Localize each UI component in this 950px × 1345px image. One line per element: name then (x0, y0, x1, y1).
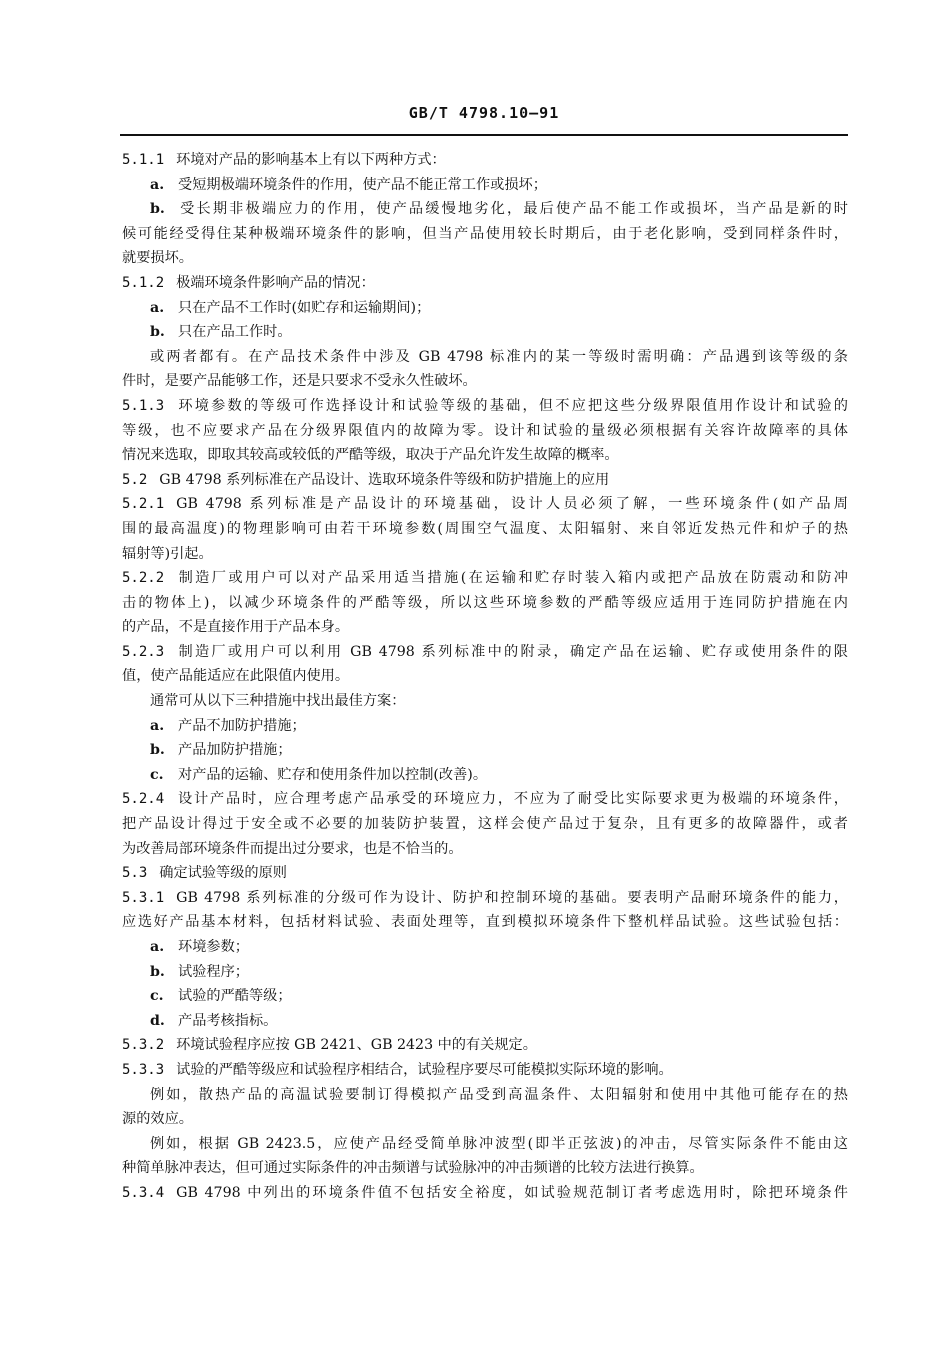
clause-number: 5.3.4 (122, 1184, 165, 1201)
line-text: 环境参数的等级可作选择设计和试验等级的基础，但不应把这些分级界限值用作设计和试验的 (176, 397, 848, 414)
list-marker: b. (150, 963, 165, 980)
clause-number: 5.2.1 (122, 496, 165, 513)
text-line (122, 1181, 848, 1206)
line-text: 试验程序； (178, 963, 249, 980)
list-marker: a. (150, 299, 165, 316)
text-line (122, 468, 848, 493)
line-text: 制造厂或用户可以利用 GB 4798 系列标准中的附录，确定产品在运输、贮存或使用条件的限 (176, 643, 848, 660)
line-text: 件时，是要产品能够工作，还是只要求不受永久性破坏。 (122, 373, 477, 390)
text-line (122, 812, 848, 837)
text-line (122, 296, 848, 321)
text-line (122, 1132, 848, 1157)
text-line (122, 492, 848, 517)
list-marker: b. (150, 742, 165, 759)
text-line (122, 197, 848, 222)
line-text: 就要损坏。 (122, 250, 193, 267)
text-line (122, 837, 848, 862)
line-text: 受长期非极端应力的作用，使产品缓慢地劣化，最后使产品不能工作或损坏，当产品是新的时 (178, 201, 848, 218)
clause-number: 5.2.4 (122, 791, 165, 808)
text-line (122, 615, 848, 640)
text-line (122, 910, 848, 935)
line-text: 只在产品不工作时(如贮存和运输期间)； (178, 299, 431, 316)
text-line (122, 173, 848, 198)
text-line (122, 1107, 848, 1132)
text-line (122, 984, 848, 1009)
text-line (122, 542, 848, 567)
line-text: 环境对产品的影响基本上有以下两种方式： (176, 152, 446, 168)
list-marker: a. (150, 939, 165, 955)
text-line (122, 443, 848, 468)
clause-number: 5.2.3 (122, 643, 165, 660)
line-text: 值，使产品能适应在此限值内使用。 (122, 668, 350, 685)
clause-number: 5.1.3 (122, 397, 165, 414)
text-line (122, 738, 848, 763)
line-text: 例如，散热产品的高温试验要制订得模拟产品受到高温条件、太阳辐射和使用中其他可能存在的热 (150, 1086, 848, 1103)
list-marker: b. (150, 201, 165, 218)
line-text: 受短期极端环境条件的作用，使产品不能正常工作或损坏； (178, 176, 547, 193)
text-line (122, 1156, 848, 1181)
line-text: GB 4798 系列标准在产品设计、选取环境条件等级和防护措施上的应用 (159, 471, 610, 488)
line-text: 环境参数； (178, 939, 249, 955)
text-line (122, 714, 848, 739)
list-marker: a. (150, 717, 165, 734)
clause-number: 5.3.3 (122, 1061, 165, 1078)
line-text: 种简单脉冲表达，但可通过实际条件的冲击频谱与试验脉冲的冲击频谱的比较方法进行换算。 (122, 1160, 704, 1177)
list-marker: b. (150, 324, 165, 341)
list-marker: c. (150, 766, 164, 783)
text-line (122, 689, 848, 714)
line-text: 试验的严酷等级应和试验程序相结合，试验程序要尽可能模拟实际环境的影响。 (176, 1061, 673, 1078)
line-text: 环境试验程序应按 GB 2421、GB 2423 中的有关规定。 (176, 1037, 537, 1054)
text-line (122, 345, 848, 370)
text-line (122, 861, 848, 886)
text-line (122, 664, 848, 689)
clause-number: 5.2 (122, 471, 148, 488)
line-text: 确定试验等级的原则 (159, 865, 287, 882)
text-line (122, 320, 848, 345)
text-line (122, 369, 848, 394)
line-text: 为改善局部环境条件而提出过分要求，也是不恰当的。 (122, 840, 463, 857)
clause-number: 5.3.1 (122, 889, 165, 906)
line-text: 把产品设计得过于安全或不必要的加装防护装置，这样会使产品过于复杂，且有更多的故障器件，或者 (122, 816, 848, 833)
list-marker: d. (150, 1012, 165, 1029)
text-line (122, 419, 848, 444)
text-line (122, 566, 848, 591)
standard-code-header: GB/T 4798.10—91 (408, 104, 560, 122)
line-text: 制造厂或用户可以对产品采用适当措施(在运输和贮存时装入箱内或把产品放在防震动和防冲 (176, 570, 848, 587)
text-line (122, 1033, 848, 1058)
line-text: 情况来选取，即取其较高或较低的严酷等级，取决于产品允许发生故障的概率。 (122, 447, 619, 464)
line-text: 产品考核指标。 (178, 1012, 278, 1029)
line-text: 对产品的运输、贮存和使用条件加以控制(改善)。 (178, 766, 488, 783)
line-text: 等级，也不应要求产品在分级界限值内的故障为零。设计和试验的量级必须根据有关容许故障率的具体 (122, 422, 848, 439)
text-line (122, 886, 848, 911)
line-text: 通常可从以下三种措施中找出最佳方案： (150, 693, 406, 710)
text-line (122, 935, 848, 960)
clause-number: 5.1.1 (122, 152, 165, 168)
text-line (122, 517, 848, 542)
line-text: 源的效应。 (122, 1111, 193, 1128)
line-text: 产品加防护措施； (178, 742, 292, 759)
text-line (122, 1009, 848, 1034)
list-marker: a. (150, 176, 165, 193)
text-line (122, 787, 848, 812)
header-rule (120, 134, 848, 136)
line-text: 只在产品工作时。 (178, 324, 292, 341)
clause-number: 5.1.2 (122, 274, 165, 291)
line-text: 击的物体上)，以减少环境条件的严酷等级，所以这些环境参数的严酷等级应适用于连同防护措施在内 (122, 594, 848, 611)
line-text: 的产品，不是直接作用于产品本身。 (122, 619, 350, 636)
text-line (122, 148, 848, 173)
text-line (122, 763, 848, 788)
text-line (122, 246, 848, 271)
line-text: 试验的严酷等级； (178, 988, 292, 1005)
text-line (122, 222, 848, 247)
clause-number: 5.3 (122, 865, 148, 882)
line-text: 或两者都有。在产品技术条件中涉及 GB 4798 标准内的某一等级时需明确：产品遇到该等级的条 (150, 348, 848, 365)
line-text: 例如，根据 GB 2423.5，应使产品经受简单脉冲波型(即半正弦波)的冲击，尽管实际条件不能由这 (150, 1135, 848, 1152)
text-line (122, 960, 848, 985)
text-line (122, 640, 848, 665)
text-line (122, 1083, 848, 1108)
line-text: 设计产品时，应合理考虑产品承受的环境应力，不应为了耐受比实际要求更为极端的环境条件， (176, 791, 848, 808)
line-text: 候可能经受得住某种极端环境条件的影响，但当产品使用较长时期后，由于老化影响，受到同样条件时， (122, 225, 848, 242)
list-marker: c. (150, 988, 164, 1005)
clause-number: 5.2.2 (122, 570, 165, 587)
line-text: 产品不加防护措施； (178, 717, 306, 734)
line-text: GB 4798 中列出的环境条件值不包括安全裕度，如试验规范制订者考虑选用时，除把环境条件 (176, 1184, 848, 1201)
line-text: 围的最高温度)的物理影响可由若干环境参数(周围空气温度、太阳辐射、来自邻近发热元件和炉子的热 (122, 520, 848, 537)
text-line (122, 1058, 848, 1083)
text-line (122, 271, 848, 296)
line-text: 应选好产品基本材料，包括材料试验、表面处理等，直到模拟环境条件下整机样品试验。这些试验包括： (122, 914, 848, 931)
text-line (122, 591, 848, 616)
line-text: GB 4798 系列标准的分级可作为设计、防护和控制环境的基础。要表明产品耐环境条件的能力， (176, 889, 848, 906)
line-text: GB 4798 系列标准是产品设计的环境基础，设计人员必须了解，一些环境条件(如产品周 (176, 496, 848, 513)
line-text: 辐射等)引起。 (122, 545, 213, 562)
line-text: 极端环境条件影响产品的情况： (176, 274, 375, 291)
document-body (122, 148, 848, 1206)
text-line (122, 394, 848, 419)
clause-number: 5.3.2 (122, 1037, 165, 1054)
